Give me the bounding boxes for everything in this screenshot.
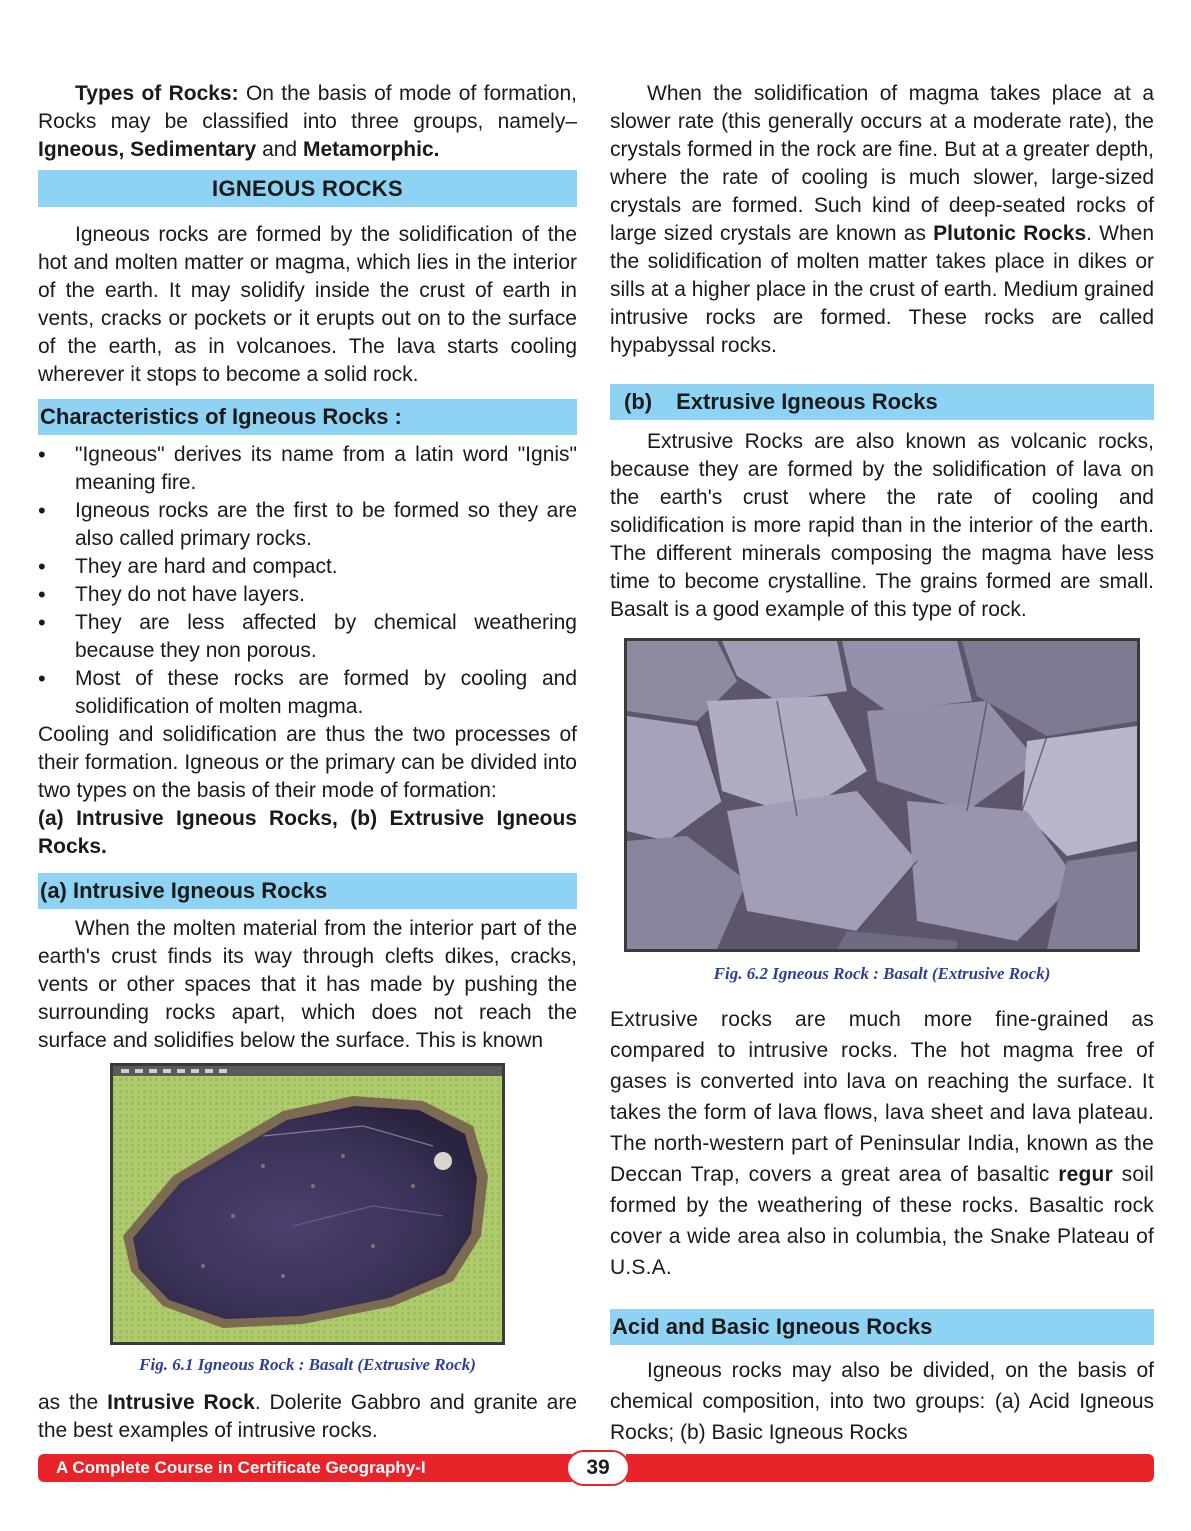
intrusive-rock-pre: as the [38,1391,108,1414]
acid-basic-paragraph: Igneous rocks may also be divided, on the basis of chemical composition, into two groups: (a) Acid Igneous Rocks; (b) Basic Igneous Rocks [610,1359,1154,1444]
intrusive-paragraph: When the molten material from the interior part of the earth's crust finds its way through clefts dikes, cracks, vents or other spaces that it has made by pushing the surrounding rocks apart, which does not reach the surface and solidifies below the surface. This is known [38,917,577,1052]
figure-6-1-caption: Fig. 6.1 Igneous Rock : Basalt (Extrusive Rock) [139,1355,476,1374]
footer-bar-left [38,1454,572,1482]
types-of-rocks-label: Types of Rocks: [75,82,239,105]
types-of-rocks-paragraph [38,80,577,164]
footer-bar-right [626,1454,1154,1482]
snake-plateau-text: soil formed by the weathering of these rocks. Basaltic rock cover a wide area also in columbia, the Snake Plateau of U.S.A. [610,1163,1154,1279]
fine-grained-paragraph [610,1004,1154,1283]
list-item: • Most of these rocks are formed by cooling and solidification of molten magma. [38,665,577,721]
characteristics-heading: Characteristics of Igneous Rocks : [38,399,577,435]
hypabyssal-text: . When the solidification of molten matter takes place in dikes or sills at a higher place in the crust of earth. Medium grained intrusive rocks are formed. These rocks are called hypabyssal rocks. [610,222,1154,357]
acid-basic-heading: Acid and Basic Igneous Rocks [610,1309,1154,1345]
extrusive-heading-text: Extrusive Igneous Rocks [676,389,938,414]
list-item: • They are hard and compact. [38,553,577,581]
book-title: A Complete Course in Certificate Geography-I [56,1458,426,1477]
igneous-rocks-heading: IGNEOUS ROCKS [38,170,577,207]
left-column [38,80,577,1445]
metamorphic-bold: Metamorphic. [302,138,440,161]
intrusive-heading: (a) Intrusive Igneous Rocks [38,873,577,909]
extrusive-heading [610,384,1154,420]
and-text: and [256,138,303,161]
list-item: • Igneous rocks are the first to be formed so they are also called primary rocks. [38,497,577,553]
extrusive-heading-label: (b) [624,389,653,414]
basalt-blocks-image [627,641,1137,949]
page-number: 39 [566,1450,630,1486]
intrusive-rock-bold: Intrusive Rock [107,1391,255,1414]
plutonic-rocks-bold: Plutonic Rocks [933,222,1087,245]
rock-groups-bold: Igneous, Sedimentary [38,138,257,161]
igneous-rocks-paragraph: Igneous rocks are formed by the solidification of the hot and molten matter or magma, which lies in the interior of the earth. It may solidify inside the crust of earth in vents, cracks or pockets or it erupts out on to the surface of the earth, as in volcanoes. The lava starts cooling wherever it stops to become a solid rock. [38,223,577,386]
page-footer [38,1450,1154,1486]
list-item: • They are less affected by chemical weathering because they non porous. [38,609,577,665]
figure-6-2-caption: Fig. 6.2 Igneous Rock : Basalt (Extrusive Rock) [713,964,1051,983]
extrusive-paragraph: Extrusive Rocks are also known as volcanic rocks, because they are formed by the solidification of lava on the earth's crust where the rate of cooling and solidification is more rapid than in the interior of the earth. The different minerals composing the magma have less time to become crystalline. The grains formed are small. Basalt is a good example of this type of rock. [610,430,1154,621]
figure-6-1-basalt-photo [110,1063,505,1345]
list-item: • "Igneous" derives its name from a latin word "Ignis" meaning fire. [38,441,577,497]
intrusive-rock-paragraph [38,1389,577,1445]
solidification-paragraph [610,80,1154,360]
right-column [610,80,1154,1448]
cooling-bold-text: (a) Intrusive Igneous Rocks, (b) Extrusive Igneous Rocks. [38,807,577,858]
solidification-text: When the solidification of magma takes place at a slower rate (this generally occurs at a moderate rate), the crystals formed in the rock are fine. But at a greater depth, where the rate of cooling is much slower, large-sized crystals are formed. Such kind of deep-seated rocks of large sized crystals are known as [610,82,1154,245]
basalt-rock-image [113,1066,502,1342]
list-item: • They do not have layers. [38,581,577,609]
regur-bold: regur [1058,1163,1113,1186]
figure-6-2-basalt-photo [624,638,1140,952]
intrusive-rock-post: . Dolerite Gabbro and granite are the best examples of intrusive rocks. [38,1391,578,1442]
cooling-paragraph: Cooling and solidification are thus the two processes of their formation. Igneous or the primary can be divided into two types on the basis of their mode of formation: [38,723,577,802]
characteristics-list [38,441,577,721]
fine-grained-text: Extrusive rocks are much more fine-grained as compared to intrusive rocks. The hot magma free of gases is converted into lava on reaching the surface. It takes the form of lava flows, lava sheet and lava plateau. The north-western part of Peninsular India, known as the Deccan Trap, covers a great area of basaltic [610,1008,1154,1186]
types-of-rocks-text: On the basis of mode of formation, Rocks may be classified into three groups, namely– [38,82,577,133]
